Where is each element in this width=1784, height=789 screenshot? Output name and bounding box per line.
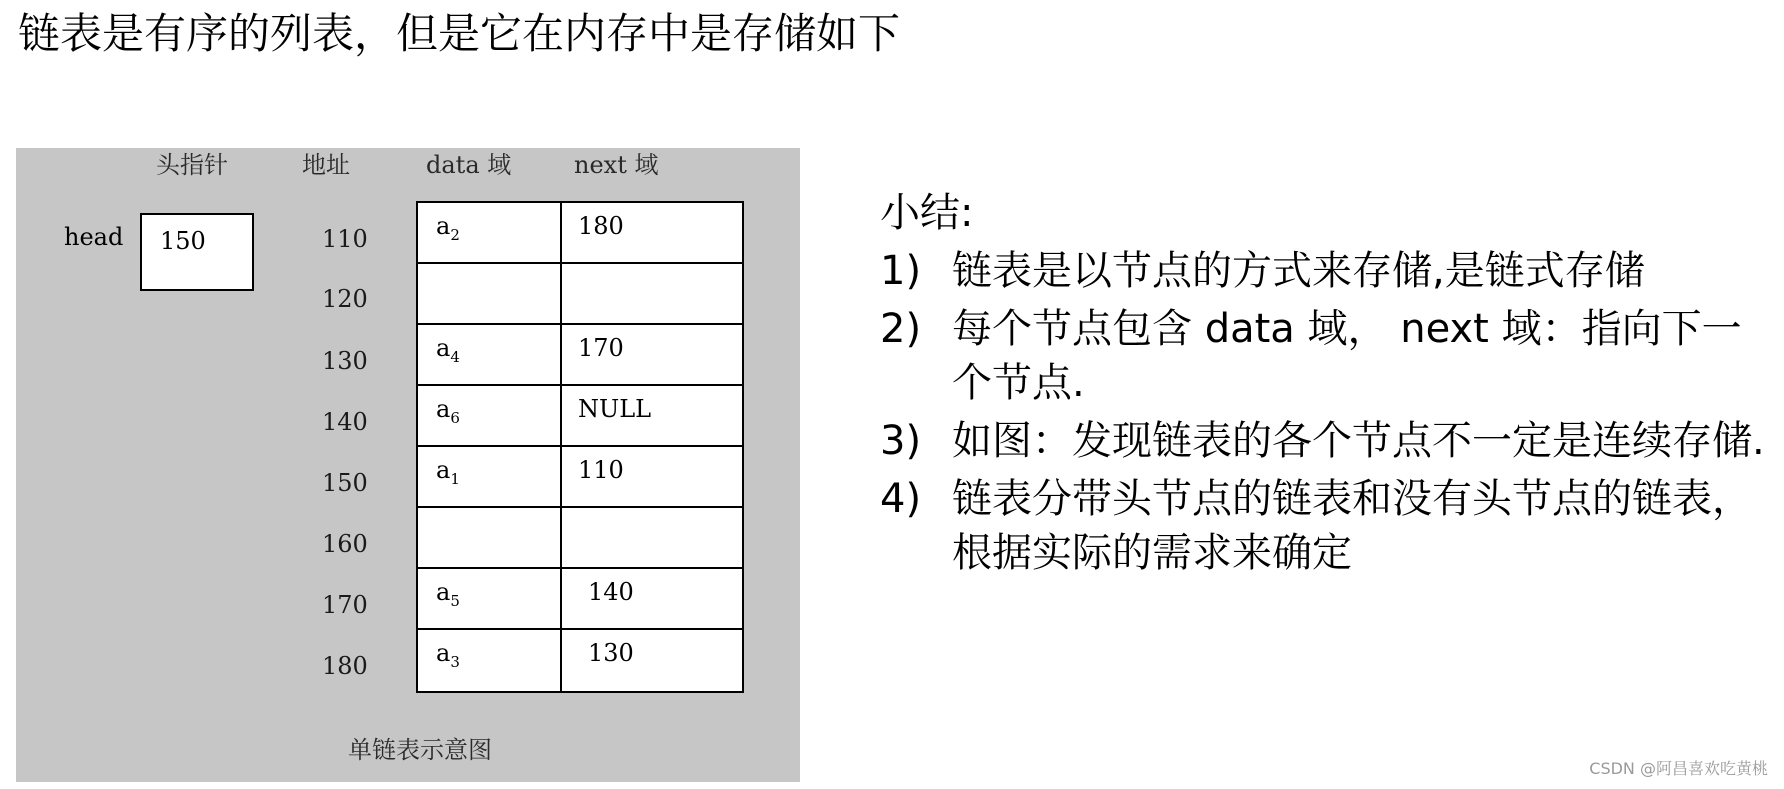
next-cell: NULL xyxy=(578,395,652,423)
next-cell xyxy=(562,508,742,567)
memory-table xyxy=(416,201,744,693)
summary-item-text: 每个节点包含 data 域， next 域：指向下一个节点. xyxy=(952,306,1742,406)
summary-item xyxy=(880,414,1780,468)
data-cell xyxy=(418,508,562,567)
summary-item-number: 3) xyxy=(880,418,922,464)
address-160: 160 xyxy=(322,530,368,558)
next-cell: 170 xyxy=(578,334,624,362)
head-pointer-box xyxy=(140,213,254,291)
next-cell: 110 xyxy=(578,456,624,484)
memory-row xyxy=(418,325,742,386)
next-cell: 130 xyxy=(588,639,634,667)
data-cell: $a_1$ xyxy=(418,447,562,506)
address-170: 170 xyxy=(322,591,368,619)
data-cell: $a_5$ xyxy=(418,569,562,628)
data-cell xyxy=(418,264,562,323)
data-cell: $a_2$ xyxy=(418,203,562,262)
linked-list-diagram xyxy=(16,148,800,782)
address-150: 150 xyxy=(322,469,368,497)
next-cell xyxy=(562,264,742,323)
summary-item xyxy=(880,472,1780,580)
head-pointer-label: 头指针 xyxy=(156,151,228,179)
summary-item-text: 链表是以节点的方式来存储,是链式存储 xyxy=(952,248,1645,294)
address-130: 130 xyxy=(322,347,368,375)
page-heading: 链表是有序的列表，但是它在内存中是存储如下 xyxy=(18,9,901,58)
summary-title: 小结: xyxy=(880,190,974,236)
memory-row xyxy=(418,630,742,691)
memory-row xyxy=(418,508,742,569)
summary-item-text: 如图：发现链表的各个节点不一定是连续存储. xyxy=(952,418,1765,464)
next-cell: 140 xyxy=(588,578,634,606)
memory-row xyxy=(418,386,742,447)
summary-item xyxy=(880,302,1780,410)
address-180: 180 xyxy=(322,652,368,680)
data-cell: $a_4$ xyxy=(418,325,562,384)
summary-item-number: 2) xyxy=(880,306,922,352)
next-field-label: next 域 xyxy=(574,151,659,179)
head-pointer-value: 150 xyxy=(160,227,206,255)
memory-row xyxy=(418,264,742,325)
address-140: 140 xyxy=(322,408,368,436)
address-110: 110 xyxy=(322,225,368,253)
memory-row xyxy=(418,447,742,508)
watermark: CSDN @阿昌喜欢吃黄桃 xyxy=(1589,759,1768,778)
summary-item xyxy=(880,244,1780,298)
address-label: 地址 xyxy=(302,151,350,179)
diagram-caption: 单链表示意图 xyxy=(348,736,492,764)
address-120: 120 xyxy=(322,285,368,313)
next-cell: 180 xyxy=(578,212,624,240)
data-cell: $a_6$ xyxy=(418,386,562,445)
head-label: head xyxy=(64,223,124,251)
data-field-label: data 域 xyxy=(426,151,512,179)
summary-item-number: 1) xyxy=(880,248,922,294)
memory-row xyxy=(418,569,742,630)
data-cell: $a_3$ xyxy=(418,630,562,691)
summary-section xyxy=(880,186,1780,580)
summary-item-number: 4) xyxy=(880,476,922,522)
summary-item-text: 链表分带头节点的链表和没有头节点的链表，根据实际的需求来确定 xyxy=(952,476,1752,576)
memory-row xyxy=(418,203,742,264)
